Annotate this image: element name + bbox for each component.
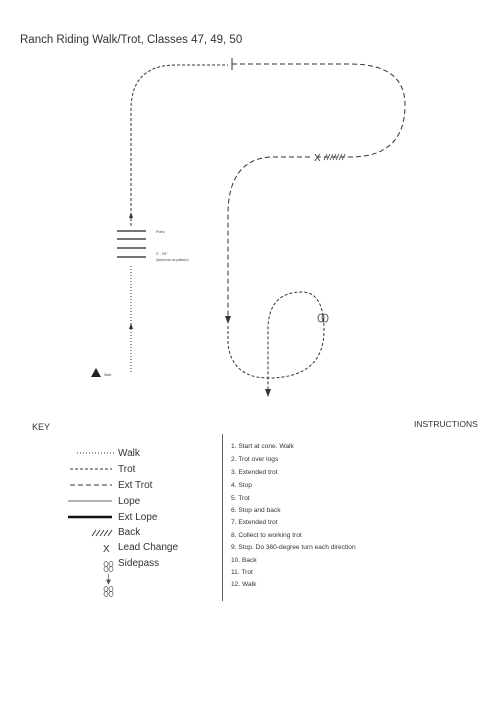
lead-change-symbol: X [103, 544, 110, 555]
instruction-step: 12. Walk [231, 581, 257, 588]
final-arrow [265, 389, 271, 397]
ext-trot-down [228, 157, 310, 320]
sidepass-symbol [104, 562, 113, 597]
down-arrow [225, 316, 231, 324]
lead-change-mark: X [314, 153, 321, 164]
key-lope-label: Lope [118, 496, 141, 507]
instruction-step: 10. Back [231, 557, 257, 564]
key-trot-label: Trot [118, 464, 136, 475]
instruction-step: 11. Trot [231, 569, 253, 576]
instruction-step: 6. Stop and back [231, 507, 281, 514]
instruction-step: 3. Extended trot [231, 469, 278, 476]
instruction-step: 5. Trot [231, 495, 250, 502]
key-symbols [0, 0, 220, 620]
key-back-label: Back [118, 527, 141, 538]
page-title: Ranch Riding Walk/Trot, Classes 47, 49, 50 [20, 34, 243, 46]
key-header: KEY [32, 422, 51, 432]
instruction-step: 7. Extended trot [231, 519, 278, 526]
instruction-step: 9. Stop. Do 360-degree turn each direction [231, 544, 356, 551]
instruction-step: 1. Start at cone. Walk [231, 443, 294, 450]
key-ext-lope-label: Ext Lope [118, 512, 158, 523]
key-ext-trot-label: Ext Trot [118, 480, 153, 491]
key-walk-label: Walk [118, 448, 140, 459]
trot-loop-bottom [228, 292, 324, 395]
key-sidepass-label: Sidepass [118, 558, 160, 569]
instruction-step: 8. Collect to working trot [231, 532, 302, 539]
ext-trot-loop [232, 64, 405, 157]
instructions-header: INSTRUCTIONS [414, 419, 478, 429]
instruction-step: 2. Trot over logs [231, 456, 279, 463]
key-lead-change-label: Lead Change [118, 542, 179, 553]
key-instructions-divider [222, 434, 223, 601]
poles-spacing: 3' - 3'6" [156, 252, 168, 256]
poles-label: Poles [156, 230, 165, 234]
start-label: Start [104, 373, 112, 377]
back-symbol [92, 530, 112, 536]
poles-spacing-note: (depends on pattern) [156, 258, 189, 262]
instruction-step: 4. Stop [231, 482, 252, 489]
